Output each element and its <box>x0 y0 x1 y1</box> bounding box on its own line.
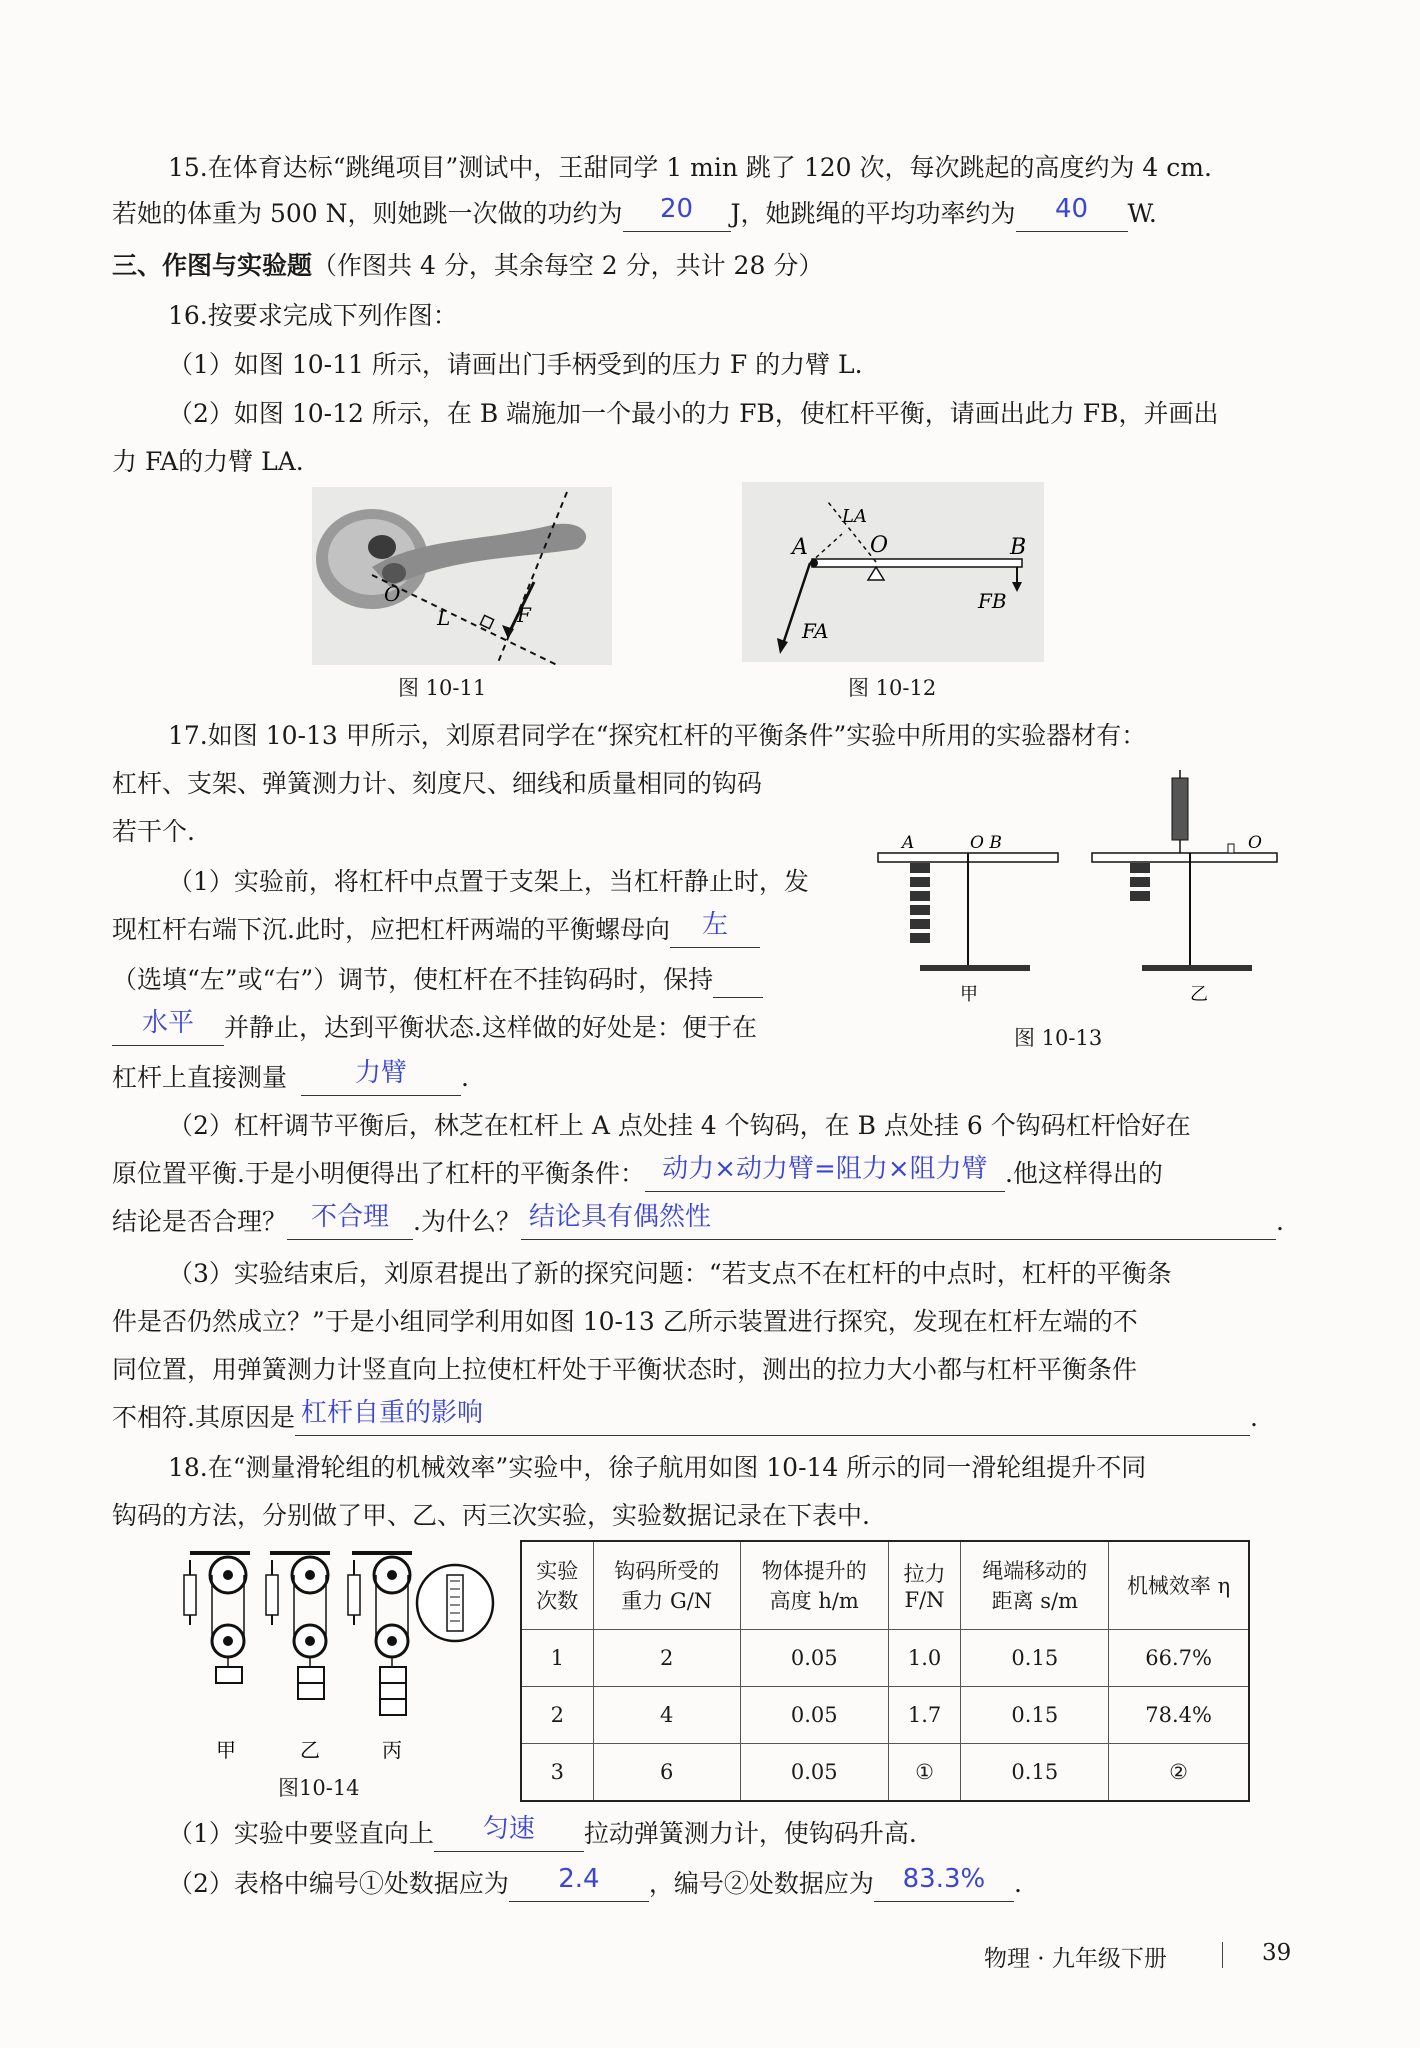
q18-line1: 18.在“测量滑轮组的机械效率”实验中，徐子航用如图 10-14 所示的同一滑轮组提升不同 <box>168 1453 1147 1482</box>
pulley-system-diagram <box>170 1545 500 1805</box>
q15-answer2: 40 <box>1054 194 1089 224</box>
efficiency-table <box>520 1540 1250 1802</box>
svg-text:A: A <box>902 833 915 853</box>
table-row: 2 4 0.05 1.7 0.15 78.4% <box>521 1686 1249 1743</box>
q17-p1-line3: （选填“左”或“右”）调节，使杠杆在不挂钩码时，保持 <box>112 962 763 998</box>
q17-blank-reason[interactable]: 杠杆自重的影响 <box>295 1405 1250 1436</box>
q18-blank-speed[interactable]: 匀速 <box>434 1821 584 1852</box>
label-yi: 乙 <box>1190 984 1208 1005</box>
q17-p3-line1: （3）实验结束后，刘原君提出了新的探究问题：“若支点不在杠杆的中点时，杠杆的平衡条 <box>168 1259 1172 1288</box>
q18-blank-1[interactable]: 2.4 <box>509 1871 649 1902</box>
q17-line2: 杠杆、支架、弹簧测力计、刻度尺、细线和质量相同的钩码 <box>112 769 763 798</box>
q17-blank-level[interactable]: 水平 <box>112 1015 224 1046</box>
figure-10-14 <box>170 1545 500 1805</box>
q15-blank2[interactable] <box>1016 194 1128 232</box>
label-bing: 丙 <box>382 1738 402 1762</box>
figure-10-12 <box>742 482 1044 662</box>
q18-p2: （2）表格中编号①处数据应为 2.4 ，编号②处数据应为 83.3% . <box>168 1866 1022 1902</box>
svg-text:O: O <box>1248 833 1262 853</box>
q17-p2-line2: 原位置平衡.于是小明便得出了杠杆的平衡条件： 动力×动力臂=阻力×阻力臂 .他这样得出的 <box>112 1156 1163 1192</box>
header-height: 物体提升的 高度 h/m <box>740 1541 888 1629</box>
lever-stand-diagrams <box>860 760 1300 1010</box>
q17-p2-line1: （2）杠杆调节平衡后，林芝在杠杆上 A 点处挂 4 个钩码，在 B 点处挂 6 个钩码杠杆恰好在 <box>168 1111 1191 1140</box>
q16-part2-line2: 力 FA的力臂 LA. <box>112 447 304 476</box>
svg-text:O B: O B <box>970 833 1002 853</box>
q16-part1: （1）如图 10-11 所示，请画出门手柄受到的压力 F 的力臂 L. <box>168 350 863 379</box>
figure-10-11 <box>312 487 612 665</box>
q18-p1: （1）实验中要竖直向上 匀速 拉动弹簧测力计，使钩码升高. <box>168 1816 917 1852</box>
table-header-row <box>521 1541 1249 1629</box>
label-l: L <box>437 606 451 630</box>
label-a: A <box>792 535 808 560</box>
pulley-bing <box>348 1553 493 1715</box>
header-trial: 实验 次数 <box>521 1541 593 1629</box>
q17-blank-condition[interactable]: 动力×动力臂=阻力×阻力臂 <box>645 1161 1005 1192</box>
q17-p3-line3: 同位置，用弹簧测力计竖直向上拉使杠杆处于平衡状态时，测出的拉力大小都与杠杆平衡条件 <box>112 1355 1138 1384</box>
q15-blank1[interactable] <box>623 194 731 232</box>
figure-10-13 <box>860 760 1300 1010</box>
fig13-caption: 图 10-13 <box>1014 1026 1103 1050</box>
label-b: B <box>1010 535 1027 560</box>
lever-diagram <box>742 482 1044 662</box>
q15-line2: 若她的体重为 500 N，则她跳一次做的功约为 20 J，她跳绳的平均功率约为 40 W. <box>112 196 1157 232</box>
q17-p1-line4: 水平 并静止，达到平衡状态.这样做的好处是：便于在 <box>112 1010 757 1046</box>
label-jia: 甲 <box>960 984 978 1005</box>
pulley-jia <box>184 1553 250 1683</box>
q17-blank-why[interactable]: 结论具有偶然性 <box>521 1209 1276 1240</box>
header-efficiency: 机械效率 η <box>1109 1541 1249 1629</box>
label-fb: FB <box>978 589 1007 613</box>
fulcrum <box>868 567 884 580</box>
header-distance: 绳端移动的 距离 s/m <box>961 1541 1109 1629</box>
section3-heading: 三、作图与实验题（作图共 4 分，其余每空 2 分，共计 28 分） <box>112 251 824 280</box>
label-la: LA <box>842 506 867 527</box>
fig14-caption: 图10-14 <box>278 1776 360 1800</box>
q17-blank-reasonable[interactable]: 不合理 <box>287 1209 413 1240</box>
lever-bar <box>812 559 1022 567</box>
label-o: O <box>870 533 889 558</box>
q17-blank-direction[interactable]: 左 <box>670 917 760 948</box>
table-row: 1 2 0.05 1.0 0.15 66.7% <box>521 1629 1249 1686</box>
q17-p1-line1: （1）实验前，将杠杆中点置于支架上，当杠杆静止时，发 <box>168 867 809 896</box>
door-handle-diagram <box>312 487 612 665</box>
q17-blank-measure[interactable]: 力臂 <box>301 1065 461 1096</box>
q17-p3-line2: 件是否仍然成立？”于是小组同学利用如图 10-13 乙所示装置进行探究，发现在杠杆左端的不 <box>112 1307 1138 1336</box>
q15-answer1: 20 <box>659 194 694 224</box>
q17-line1: 17.如图 10-13 甲所示，刘原君同学在“探究杠杆的平衡条件”实验中所用的实验器材有： <box>168 721 1147 750</box>
q17-p1-line5: 杠杆上直接测量 力臂 . <box>112 1060 469 1096</box>
q17-p1-line2: 现杠杆右端下沉.此时，应把杠杆两端的平衡螺母向 左 <box>112 912 760 948</box>
fig11-caption: 图 10-11 <box>398 676 487 700</box>
q16-part2-line1: （2）如图 10-12 所示，在 B 端施加一个最小的力 FB，使杠杆平衡，请画出此力 FB，并画出 <box>168 399 1219 428</box>
label-yi: 乙 <box>300 1738 320 1762</box>
label-f: F <box>517 603 531 627</box>
header-force: 拉力 F/N <box>888 1541 961 1629</box>
q15-line1: 15.在体育达标“跳绳项目”测试中，王甜同学 1 min 跳了 120 次，每次跳起的高度约为 4 cm. <box>168 153 1212 182</box>
fig12-caption: 图 10-12 <box>848 676 937 700</box>
footer-divider <box>1222 1942 1223 1968</box>
q17-p2-line3: 结论是否合理？ 不合理 .为什么？ 结论具有偶然性 . <box>112 1204 1284 1240</box>
q18-blank-2[interactable]: 83.3% <box>874 1871 1014 1902</box>
label-o: O <box>384 582 401 606</box>
label-fa: FA <box>802 619 829 643</box>
spring-scale <box>1172 778 1188 840</box>
pulley-yi <box>266 1553 330 1699</box>
q17-p3-line4: 不相符.其原因是 杠杆自重的影响 . <box>112 1400 1258 1436</box>
q16-stem: 16.按要求完成下列作图： <box>168 301 458 330</box>
q17-line3: 若干个. <box>112 817 195 846</box>
label-jia: 甲 <box>216 1738 236 1762</box>
header-weight: 钩码所受的 重力 G/N <box>593 1541 740 1629</box>
footer-book-title: 物理 · 九年级下册 <box>984 1946 1167 1972</box>
q18-line2: 钩码的方法，分别做了甲、乙、丙三次实验，实验数据记录在下表中. <box>112 1501 870 1530</box>
footer-page-number: 39 <box>1262 1940 1292 1966</box>
table-row: 3 6 0.05 ① 0.15 ② <box>521 1743 1249 1801</box>
